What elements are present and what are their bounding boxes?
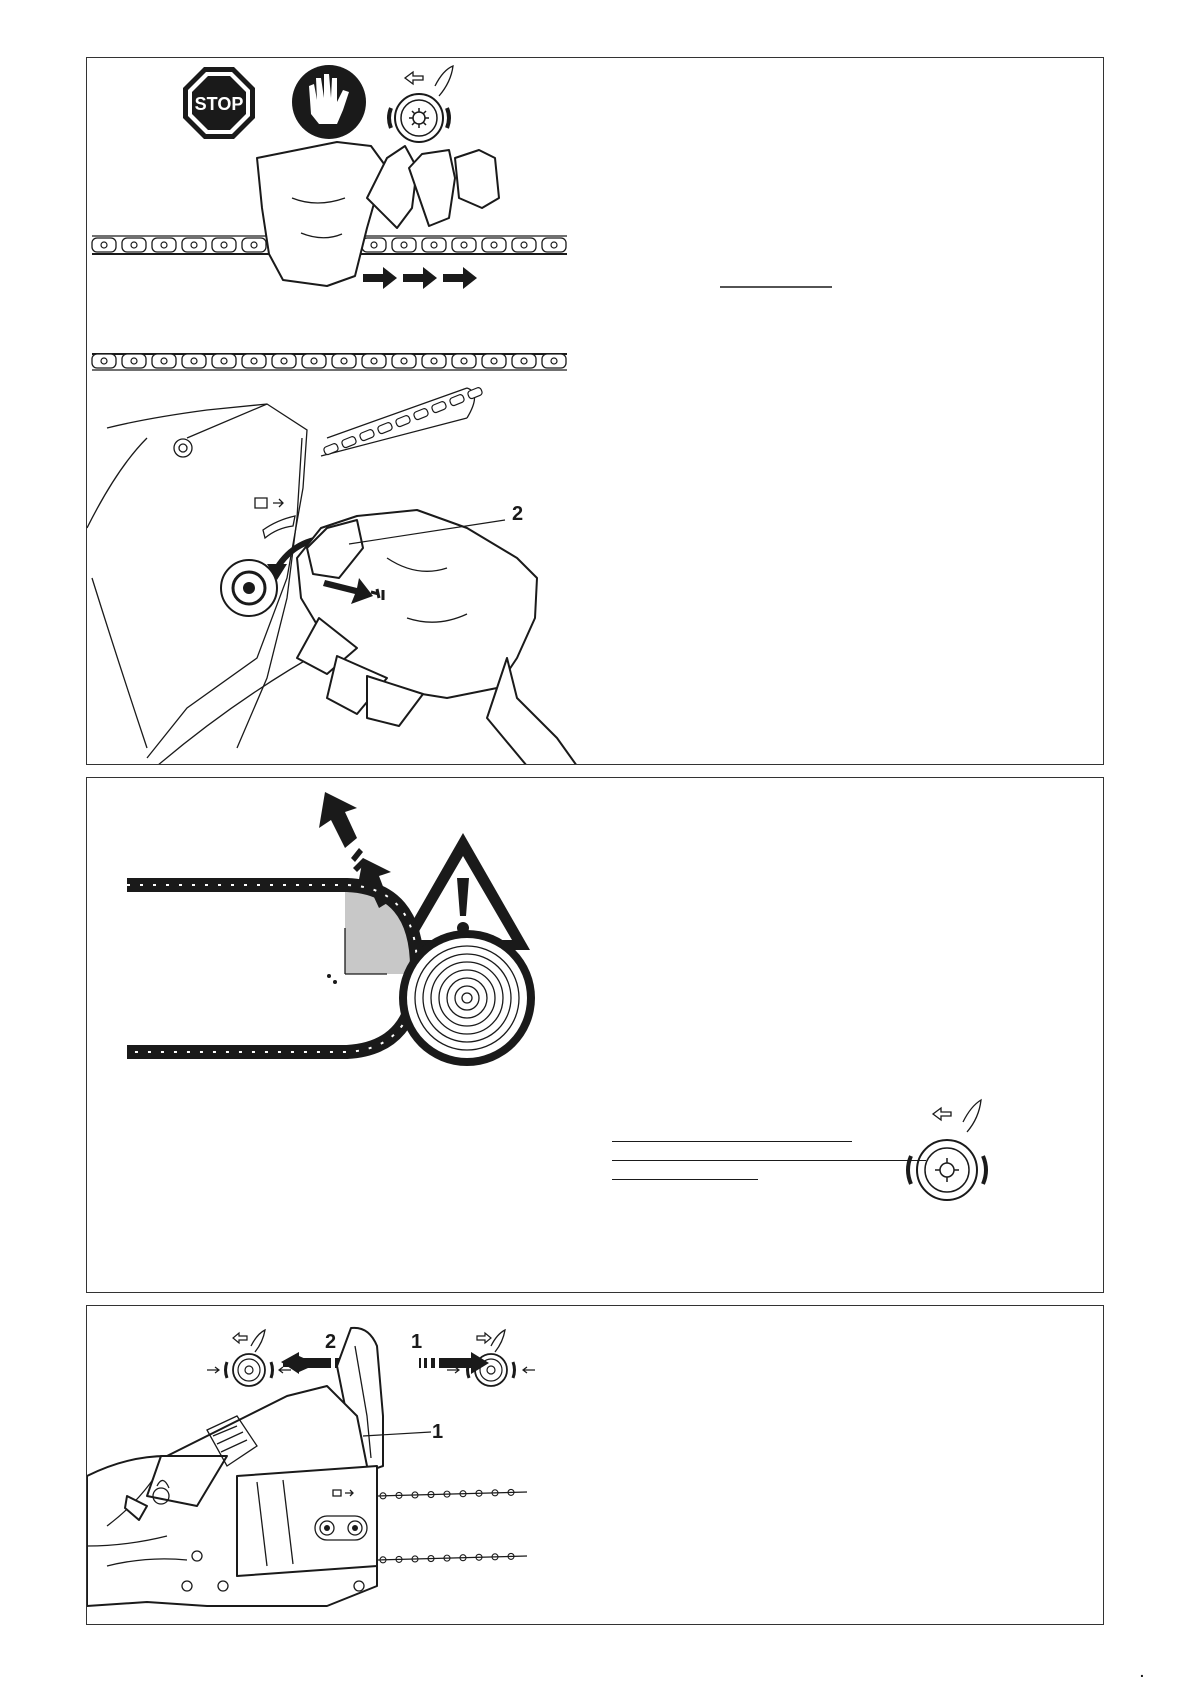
chain-link [359, 429, 375, 442]
callout-label-1: 1 [432, 1421, 444, 1443]
chain-link [302, 354, 326, 368]
callout-label-2: 2 [512, 503, 524, 525]
chain-link [341, 436, 357, 449]
chain-link [212, 238, 236, 252]
chain-link [542, 238, 566, 252]
figure-panel-kickback [86, 777, 1104, 1293]
chain-link [212, 354, 236, 368]
chain-link [413, 408, 429, 421]
chain-link [422, 238, 446, 252]
text-underline [612, 1141, 852, 1142]
chain-link [122, 354, 146, 368]
chain-link [482, 238, 506, 252]
arrow-label-2: 2 [325, 1331, 337, 1353]
chain-link [323, 443, 339, 456]
chain-link [92, 238, 116, 252]
protective-gloves-icon [292, 65, 366, 139]
chain-link [512, 238, 536, 252]
chain-link [242, 238, 266, 252]
chain-link [272, 354, 296, 368]
saw-chain-lower [92, 354, 567, 370]
chain-link [182, 354, 206, 368]
arrow-label-1: 1 [411, 1331, 423, 1353]
chain-link [122, 238, 146, 252]
gloved-hand-upper [257, 142, 499, 286]
chain-link [242, 354, 266, 368]
figure-panel-chain-check [86, 57, 1104, 765]
chain-link [452, 238, 476, 252]
text-underline [612, 1179, 758, 1180]
chain-link [152, 354, 176, 368]
chain-link [512, 354, 536, 368]
chain-link [431, 401, 447, 414]
text-underline [612, 1160, 926, 1161]
chain-link [362, 354, 386, 368]
chain-link [482, 354, 506, 368]
chain-brake-release-icon [389, 66, 453, 142]
chain-link [542, 354, 566, 368]
kickback-illustration [87, 778, 1104, 1293]
chain-link [332, 354, 356, 368]
chain-check-illustration [87, 58, 1104, 765]
chain-brake-release-icon [207, 1330, 291, 1386]
chainsaw-side-view [87, 387, 577, 765]
chainsaw-body [87, 1328, 527, 1606]
chain-link [452, 354, 476, 368]
chain-link [377, 422, 393, 435]
chain-link [182, 238, 206, 252]
log-cross-section [399, 930, 535, 1066]
chain-link [422, 354, 446, 368]
brake-lever-illustration [87, 1306, 1104, 1625]
chain-link [449, 394, 465, 407]
page-number: . [1140, 1664, 1144, 1680]
chain-link [92, 354, 116, 368]
chain-brake-engage-icon [908, 1100, 986, 1200]
chain-direction-arrows [363, 267, 477, 289]
figure-panel-brake-lever [86, 1305, 1104, 1625]
stop-sign-text: STOP [194, 94, 244, 114]
chain-link [392, 354, 416, 368]
chain-link [392, 238, 416, 252]
chain-link [362, 238, 386, 252]
stop-sign-icon [183, 67, 255, 139]
chain-link [395, 415, 411, 428]
chain-link [152, 238, 176, 252]
